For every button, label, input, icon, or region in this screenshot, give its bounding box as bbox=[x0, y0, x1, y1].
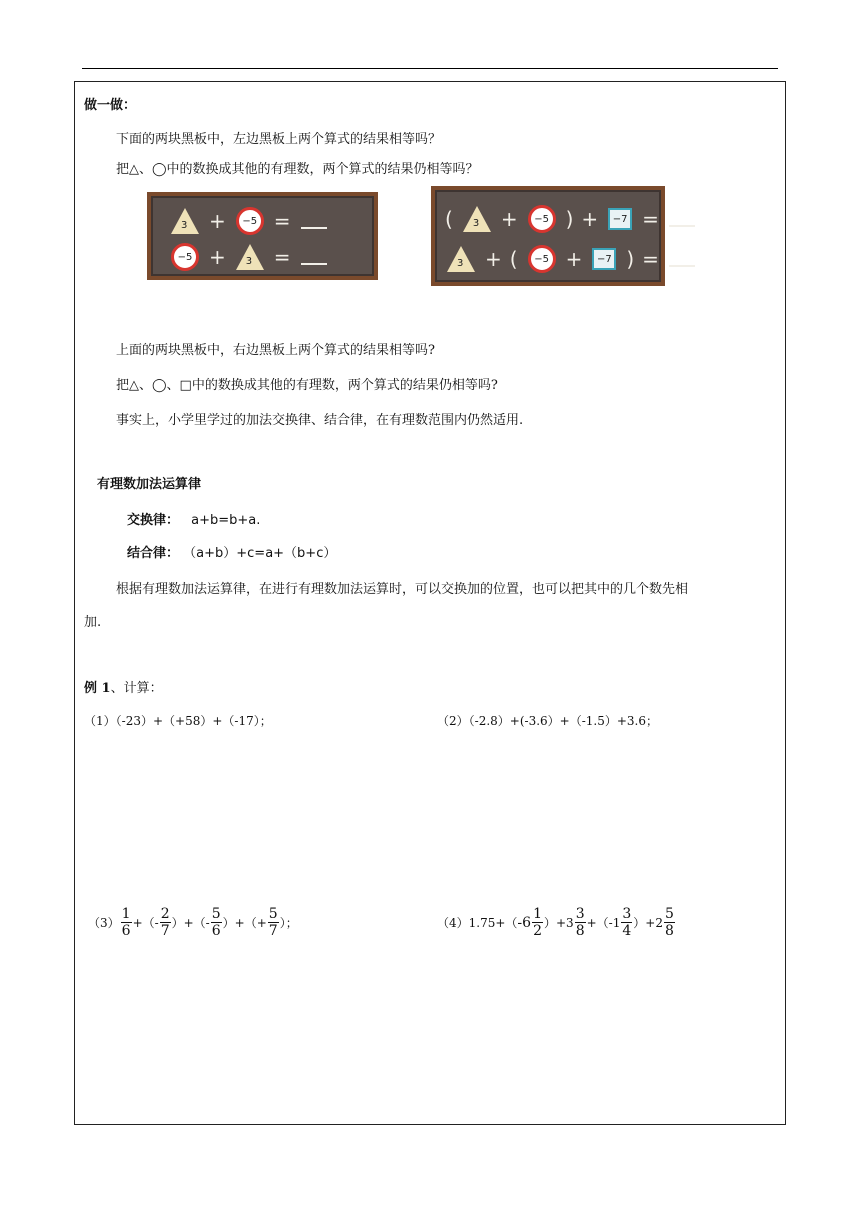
question-1: 下面的两块黑板中，左边黑板上两个算式的结果相等吗？ bbox=[116, 132, 442, 147]
commutative-formula: a+b=b+a. bbox=[191, 513, 261, 528]
plus-sign: + bbox=[565, 247, 583, 271]
fraction: $\frac{5}{6}$ bbox=[211, 906, 221, 939]
question-4: 把△、◯、□中的数换成其他的有理数，两个算式的结果仍相等吗? bbox=[116, 378, 498, 393]
question-3: 上面的两块黑板中，右边黑板上两个算式的结果相等吗? bbox=[116, 343, 435, 358]
problem-1: （1）（-23）+（+58）+（-17）； bbox=[84, 714, 272, 728]
example-heading: 例 1、计算： bbox=[84, 681, 163, 696]
triangle-shape: 3 bbox=[463, 206, 491, 232]
associative-label: 结合律： bbox=[127, 546, 180, 561]
triangle-shape: 3 bbox=[171, 208, 199, 234]
associative-formula: （a+b）+c=a+（b+c） bbox=[183, 546, 337, 561]
circle-shape: −5 bbox=[171, 243, 199, 271]
left-board-row-2 bbox=[165, 242, 327, 272]
answer-blank bbox=[301, 227, 327, 229]
right-chalkboard bbox=[431, 186, 665, 286]
plus-sign: + bbox=[209, 209, 226, 233]
fraction: $\frac{1}{6}$ bbox=[121, 906, 131, 939]
equals-sign: = bbox=[642, 247, 659, 271]
fraction: $\frac{5}{7}$ bbox=[268, 906, 278, 939]
header-rule bbox=[82, 68, 778, 69]
right-paren: ) bbox=[565, 207, 574, 231]
left-paren: ( bbox=[445, 207, 453, 231]
square-shape: −7 bbox=[608, 208, 632, 230]
triangle-shape: 3 bbox=[447, 246, 475, 272]
right-board-row-2 bbox=[441, 244, 695, 274]
answer-blank bbox=[669, 225, 695, 227]
explanation-line-1: 根据有理数加法运算律，在进行有理数加法运算时，可以交换加的位置，也可以把其中的几个数先相 bbox=[116, 582, 689, 597]
left-paren: ( bbox=[509, 247, 518, 271]
question-2: 把△、◯中的数换成其他的有理数，两个算式的结果仍相等吗？ bbox=[116, 162, 479, 177]
equals-sign: = bbox=[642, 207, 659, 231]
plus-sign: + bbox=[500, 207, 518, 231]
left-chalkboard bbox=[147, 192, 378, 280]
circle-shape: −5 bbox=[528, 205, 556, 233]
equals-sign: = bbox=[273, 209, 291, 233]
associative-law bbox=[127, 542, 336, 561]
commutative-label: 交换律： bbox=[127, 513, 180, 528]
answer-blank bbox=[669, 265, 695, 267]
problem-2: （2）（-2.8）+(-3.6）+（-1.5）+3.6； bbox=[437, 714, 658, 728]
fraction: $\frac{3}{8}$ bbox=[575, 906, 585, 939]
problem-3: （3） $\frac{1}{6}$ +（- $\frac{2}{7}$ ）+（- $\frac{5}{6}$ ）+（+ $\frac{5}{7}$ ）； bbox=[88, 906, 298, 939]
fraction: $\frac{3}{4}$ bbox=[622, 906, 632, 939]
fraction: $\frac{2}{7}$ bbox=[160, 906, 170, 939]
plus-sign: + bbox=[209, 245, 226, 269]
plus-sign: + bbox=[485, 247, 502, 271]
circle-shape: −5 bbox=[236, 207, 264, 235]
triangle-shape: 3 bbox=[236, 244, 264, 270]
commutative-law bbox=[127, 509, 260, 528]
circle-shape: −5 bbox=[528, 245, 556, 273]
fraction: $\frac{1}{2}$ bbox=[533, 906, 542, 939]
square-shape: −7 bbox=[592, 248, 616, 270]
laws-title: 有理数加法运算律 bbox=[97, 477, 202, 492]
right-paren: ) bbox=[626, 247, 635, 271]
plus-sign: + bbox=[581, 207, 599, 231]
problem-4: （4）1.75+（ -6 $\frac{1}{2}$ ）+3 $\frac{3}{8}$ +（-1 $\frac{3}{4}$ ）+2 $\frac{5}{8}$ bbox=[437, 906, 674, 939]
section-heading: 做一做： bbox=[84, 98, 137, 113]
fact-statement: 事实上，小学里学过的加法交换律、结合律，在有理数范围内仍然适用. bbox=[116, 413, 524, 428]
answer-blank bbox=[301, 263, 327, 265]
fraction: $\frac{5}{8}$ bbox=[664, 906, 674, 939]
equals-sign: = bbox=[273, 245, 291, 269]
explanation-line-2: 加. bbox=[84, 615, 102, 630]
left-board-row-1 bbox=[165, 206, 327, 236]
right-board-row-1 bbox=[441, 204, 695, 234]
